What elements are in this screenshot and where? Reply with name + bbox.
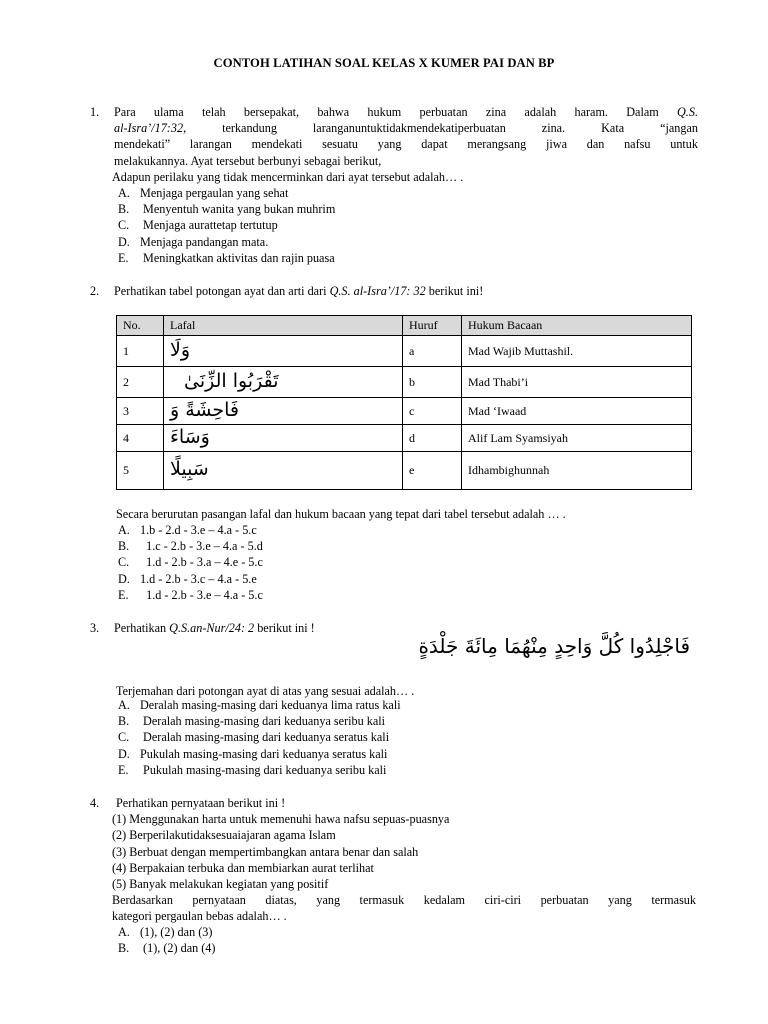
table-row xyxy=(117,452,692,490)
q1-line-3: mendekati” larangan mendekati sesuatu yang dapat merangsang jiwa dan nafsu untuk xyxy=(114,137,698,152)
col-lafal: Lafal xyxy=(164,316,403,336)
q1-line-1: Para ulama telah bersepakat, bahwa hukum perbuatan zina adalah haram. Dalam xyxy=(114,105,659,119)
arabic-lafal: وَسَاءَ xyxy=(170,425,210,448)
q1-line-2: , terkandung laranganuntuktidakmendekatiperbuatan zina. Kata “jangan xyxy=(183,121,698,136)
cell-no: 3 xyxy=(117,398,164,425)
option-a[interactable]: A. Menjaga pergaulan yang sehat xyxy=(118,186,289,200)
q1-line-4: melakukannya. Ayat tersebut berbunyi sebagai berikut, xyxy=(114,153,382,168)
arabic-lafal: فَاحِشَةً وَ xyxy=(170,398,239,421)
question-number: 4. xyxy=(90,796,100,810)
option-b[interactable]: B. 1.c - 2.b - 3.e – 4.a - 5.d xyxy=(118,539,263,554)
table-row xyxy=(117,367,692,398)
cell-no: 4 xyxy=(117,425,164,452)
question-number: 1. xyxy=(90,105,100,119)
question-text xyxy=(114,283,698,299)
cell-lafal xyxy=(164,452,403,490)
cell-lafal xyxy=(164,336,403,367)
cell-hukum: Mad ‘Iwaad xyxy=(462,398,692,425)
page-title: CONTOH LATIHAN SOAL KELAS X KUMER PAI DAN BP xyxy=(213,56,555,70)
q3-intro: Perhatikan xyxy=(114,621,167,635)
statement: (1) Menggunakan harta untuk memenuhi hawa nafsu sepuas-puasnya xyxy=(112,812,450,827)
cell-hukum: Mad Wajib Muttashil. xyxy=(462,336,692,367)
cell-lafal xyxy=(164,425,403,452)
col-hukum: Hukum Bacaan xyxy=(462,316,692,336)
option-b[interactable]: B. Deralah masing-masing dari keduanya seribu kali xyxy=(118,714,386,729)
col-huruf: Huruf xyxy=(403,316,462,336)
cell-no: 5 xyxy=(117,452,164,490)
col-no: No. xyxy=(117,316,164,336)
cell-hukum: Mad Thabi’i xyxy=(462,367,692,398)
option-c[interactable]: C. Menjaga aurattetap tertutup xyxy=(118,218,278,233)
arabic-lafal: سَبِيلًا xyxy=(170,458,209,481)
q1-ref-2: al-Isra’/17:32 xyxy=(114,121,184,136)
question-number: 2. xyxy=(90,284,100,298)
q1-question: Adapun perilaku yang tidak mencerminkan dari ayat tersebut adalah… . xyxy=(112,169,464,184)
cell-lafal xyxy=(164,367,403,398)
cell-hukum: Idhambighunnah xyxy=(462,452,692,490)
statement: (2) Berperilakutidaksesuaiajaran agama Islam xyxy=(112,828,336,843)
question-text xyxy=(112,795,696,925)
cell-huruf: e xyxy=(403,452,462,490)
option-b[interactable]: B. Menyentuh wanita yang bukan muhrim xyxy=(118,202,336,217)
cell-hukum: Alif Lam Syamsiyah xyxy=(462,425,692,452)
q2-ref: Q.S. al-Isra’/17: 32 xyxy=(329,284,426,298)
option-e[interactable]: E. Pukulah masing-masing dari keduanya seribu kali xyxy=(118,762,387,777)
option-d[interactable]: D. Menjaga pandangan mata. xyxy=(118,234,269,249)
statement: (5) Banyak melakukan kegiatan yang positif xyxy=(112,877,329,892)
q4-intro: Perhatikan pernyataan berikut ini ! xyxy=(116,796,286,810)
statement: (4) Berpakaian terbuka dan membiarkan aurat terlihat xyxy=(112,860,374,875)
cell-huruf: d xyxy=(403,425,462,452)
cell-huruf: a xyxy=(403,336,462,367)
arabic-lafal: تَقْرَبُوا الزِّنَىٰ xyxy=(184,369,279,392)
q3-options xyxy=(118,697,401,778)
cell-lafal xyxy=(164,398,403,425)
lafal-table xyxy=(116,315,692,490)
q4-options xyxy=(118,924,215,956)
question-text xyxy=(114,104,698,185)
option-d[interactable]: D. Pukulah masing-masing dari keduanya seratus kali xyxy=(118,746,388,761)
arabic-lafal: وَلَا xyxy=(170,338,191,361)
q1-options xyxy=(118,185,335,266)
option-a[interactable]: A. (1), (2) dan (3) xyxy=(118,925,213,939)
cell-huruf: c xyxy=(403,398,462,425)
table-row xyxy=(117,425,692,452)
table-row xyxy=(117,398,692,425)
table-row xyxy=(117,336,692,367)
q2-intro: Perhatikan tabel potongan ayat dan arti dari xyxy=(114,284,327,298)
option-e[interactable]: E. 1.d - 2.b - 3.e – 4.a - 5.c xyxy=(118,587,263,602)
option-a[interactable]: A. 1.b - 2.d - 3.e – 4.a - 5.c xyxy=(118,523,257,537)
q1-ref: Q.S. xyxy=(677,105,698,119)
q4-question-line-2: kategori pergaulan bebas adalah… . xyxy=(112,909,287,924)
option-d[interactable]: D. 1.d - 2.b - 3.c – 4.a - 5.e xyxy=(118,571,257,586)
question-number: 3. xyxy=(90,621,100,635)
cell-no: 2 xyxy=(117,367,164,398)
option-e[interactable]: E. Meningkatkan aktivitas dan rajin puasa xyxy=(118,250,335,265)
statement: (3) Berbuat dengan mempertimbangkan antara benar dan salah xyxy=(112,844,419,859)
q2-options xyxy=(118,522,263,603)
option-c[interactable]: C. Deralah masing-masing dari keduanya seratus kali xyxy=(118,730,390,745)
cell-huruf: b xyxy=(403,367,462,398)
arabic-verse: فَاجْلِدُوا كُلَّ وَاحِدٍ مِنْهُمَا مِائَةَ جَلْدَةٍ xyxy=(418,634,690,658)
cell-no: 1 xyxy=(117,336,164,367)
option-b[interactable]: B. (1), (2) dan (4) xyxy=(118,941,216,956)
option-a[interactable]: A. Deralah masing-masing dari keduanya lima ratus kali xyxy=(118,698,401,712)
q3-ref: Q.S.an-Nur/24: 2 xyxy=(169,621,255,635)
option-c[interactable]: C. 1.d - 2.b - 3.a – 4.e - 5.c xyxy=(118,555,263,570)
q4-question-line-1: Berdasarkan pernyataan diatas, yang termasuk kedalam ciri-ciri perbuatan yang termasuk xyxy=(112,893,696,908)
q3-intro-end: berikut ini ! xyxy=(257,621,315,635)
q2-intro-end: berikut ini! xyxy=(428,284,484,298)
table-header xyxy=(117,316,692,336)
